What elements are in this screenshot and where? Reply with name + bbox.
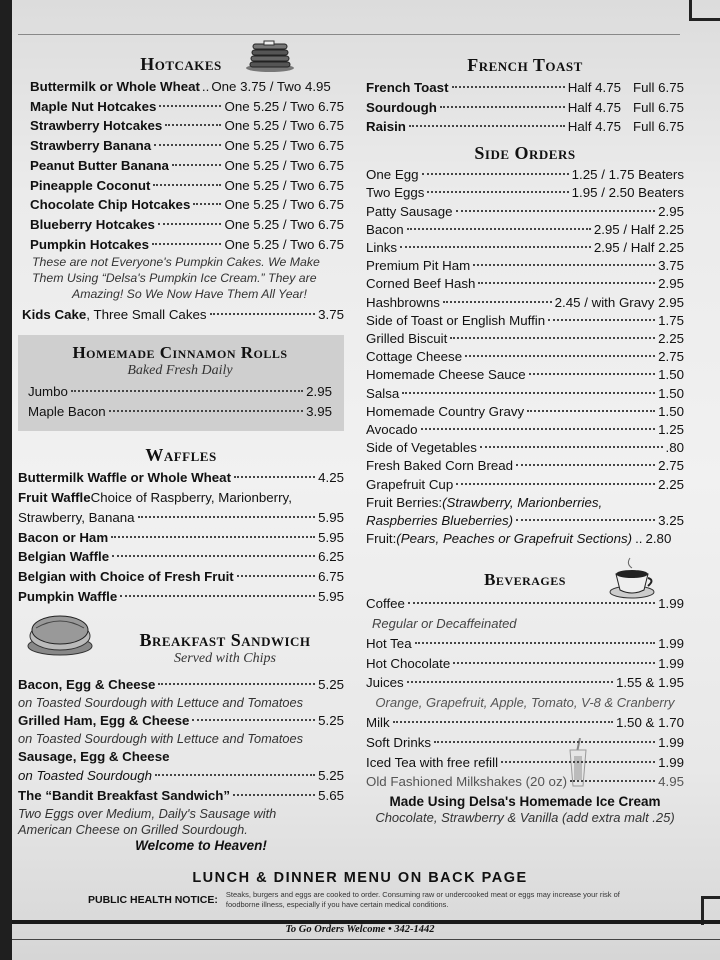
menu-item: Corned Beef Hash 2.95 xyxy=(366,276,684,292)
french-toast-list xyxy=(366,78,684,137)
menu-item: Grilled Ham, Egg & Cheese 5.25 xyxy=(18,713,344,729)
menu-item: One Egg 1.25 / 1.75 Beaters xyxy=(366,167,684,183)
menu-item: Iced Tea with free refill 1.99 xyxy=(366,754,684,770)
notice-label: PUBLIC HEALTH NOTICE: xyxy=(88,894,218,906)
side-orders-title: Side Orders xyxy=(474,143,576,164)
menu-item: Grapefruit Cup 2.25 xyxy=(366,476,684,492)
side-orders-list xyxy=(366,166,684,548)
beverages-title: Beverages xyxy=(484,570,566,590)
menu-item: Cottage Cheese 2.75 xyxy=(366,349,684,365)
ice-cream-title: Made Using Delsa's Homemade Ice Cream xyxy=(389,794,661,809)
cinnamon-title: Homemade Cinnamon Rolls xyxy=(72,343,288,363)
menu-item: The “Bandit Breakfast Sandwich” 5.65 xyxy=(18,788,344,804)
menu-item: Fruit Berries: (Strawberry, Marionberries, xyxy=(366,494,603,510)
menu-item: Homemade Cheese Sauce 1.50 xyxy=(366,367,684,383)
hotcakes-list xyxy=(18,77,344,302)
menu-item: Side of Vegetables .80 xyxy=(366,440,684,456)
menu-item: Peanut Butter Banana One 5.25 / Two 6.75 xyxy=(30,157,344,173)
cinnamon-subtitle: Baked Fresh Daily xyxy=(127,363,233,379)
beverages-list xyxy=(366,594,684,826)
top-rule xyxy=(18,34,680,35)
menu-item: Maple Bacon 3.95 xyxy=(28,403,332,419)
cinnamon-rolls-box xyxy=(18,335,344,431)
menu-item: Blueberry Hotcakes One 5.25 / Two 6.75 xyxy=(30,216,344,232)
menu-item: Links 2.95 / Half 2.25 xyxy=(366,239,684,255)
menu-item: Juices 1.55 & 1.95 xyxy=(366,675,684,691)
right-column xyxy=(366,52,684,826)
menu-item: Side of Toast or English Muffin 1.75 xyxy=(366,312,684,328)
menu-item: Jumbo 2.95 xyxy=(28,384,332,400)
menu-item: Buttermilk Waffle or Whole Wheat 4.25 xyxy=(18,470,344,486)
menu-item: Sausage, Egg & Cheese xyxy=(18,748,170,764)
menu-item: Maple Nut Hotcakes One 5.25 / Two 6.75 xyxy=(30,98,344,114)
menu-item: Avocado 1.25 xyxy=(366,421,684,437)
ice-cream-desc: Chocolate, Strawberry & Vanilla (add extra malt .25) xyxy=(375,810,675,825)
bandit-desc-2: American Cheese on Grilled Sourdough. xyxy=(18,821,248,837)
menu-item-cont: Raspberries Blueberries) 3.25 xyxy=(366,512,684,528)
menu-item: Homemade Country Gravy 1.50 xyxy=(366,403,684,419)
sandwich-subtitle: Served with Chips xyxy=(174,651,276,667)
corner-border xyxy=(689,0,720,21)
menu-item: Bacon, Egg & Cheese 5.25 xyxy=(18,677,344,693)
waffles-title: Waffles xyxy=(145,445,217,466)
menu-item-desc: on Toasted Sourdough with Lettuce and Tomatoes xyxy=(18,730,304,746)
to-go-orders: To Go Orders Welcome • 342-1442 xyxy=(285,924,435,935)
menu-item: Milk 1.50 & 1.70 xyxy=(366,715,684,731)
sandwich-title: Breakfast Sandwich xyxy=(139,630,311,651)
french-toast-title: French Toast xyxy=(467,55,583,75)
lunch-dinner-note: LUNCH & DINNER MENU ON BACK PAGE xyxy=(192,870,528,886)
left-column xyxy=(18,44,344,853)
bottom-rule-thin xyxy=(12,939,720,940)
menu-item-desc: on Toasted Sourdough with Lettuce and Tomatoes xyxy=(18,695,304,711)
coffee-note: Regular or Decaffeinated xyxy=(372,616,517,632)
menu-item: Hashbrowns 2.45 / with Gravy 2.95 xyxy=(366,294,684,310)
kids-cake-item: Kids Cake , Three Small Cakes 3.75 xyxy=(22,307,344,323)
menu-item: Raisin Half 4.75 Full 6.75 xyxy=(366,119,684,135)
waffles-list xyxy=(18,468,344,606)
menu-item: Two Eggs 1.95 / 2.50 Beaters xyxy=(366,185,684,201)
menu-item: Bacon or Ham 5.95 xyxy=(18,529,344,545)
bandit-desc-1: Two Eggs over Medium, Daily's Sausage with xyxy=(18,805,277,821)
menu-item: Strawberry Banana One 5.25 / Two 6.75 xyxy=(30,138,344,154)
juice-note: Orange, Grapefruit, Apple, Tomato, V-8 & Cranberry xyxy=(375,695,675,711)
pumpkin-note: These are not Everyone's Pumpkin Cakes. We Make Them Using “Delsa's Pumpkin Ice Cream.” They are Amazing! So We Now Have Them All Year! xyxy=(32,255,320,302)
menu-item: Fruit: (Pears, Peaches or Grapefruit Sections) .. 2.80 xyxy=(366,531,672,547)
menu-item: Hot Chocolate 1.99 xyxy=(366,655,684,671)
menu-item: Grilled Biscuit 2.25 xyxy=(366,330,684,346)
menu-item: Chocolate Chip Hotcakes One 5.25 / Two 6.75 xyxy=(30,197,344,213)
menu-item: Patty Sausage 2.95 xyxy=(366,203,684,219)
bandit-tagline: Welcome to Heaven! xyxy=(135,837,267,853)
menu-item: Old Fashioned Milkshakes (20 oz) 4.95 xyxy=(366,774,684,790)
menu-item: Bacon 2.95 / Half 2.25 xyxy=(366,221,684,237)
menu-item: French Toast Half 4.75 Full 6.75 xyxy=(366,80,684,95)
menu-item: Coffee 1.99 xyxy=(366,596,684,612)
menu-item: Premium Pit Ham 3.75 xyxy=(366,258,684,274)
menu-item-cont: Strawberry, Banana 5.95 xyxy=(18,509,344,525)
menu-item: Belgian with Choice of Fresh Fruit 6.75 xyxy=(18,568,344,584)
menu-item: Pumpkin Waffle 5.95 xyxy=(18,588,344,604)
menu-item: Pineapple Coconut One 5.25 / Two 6.75 xyxy=(30,177,344,193)
hotcakes-title: Hotcakes xyxy=(140,54,222,74)
notice-text: Steaks, burgers and eggs are cooked to order. Consuming raw or undercooked meat or eggs may increase your risk of foodborne illness, especially if you have certain medical conditions. xyxy=(225,890,620,909)
menu-item-cont: on Toasted Sourdough 5.25 xyxy=(18,768,344,784)
page-edge xyxy=(0,0,12,960)
sandwich-list xyxy=(18,675,344,853)
menu-item: Sourdough Half 4.75 Full 6.75 xyxy=(366,99,684,115)
menu-item: Strawberry Hotcakes One 5.25 / Two 6.75 xyxy=(30,118,344,134)
menu-item: Buttermilk or Whole Wheat .. One 3.75 / Two 4.95 xyxy=(30,79,331,94)
menu-item: Pumpkin Hotcakes One 5.25 / Two 6.75 xyxy=(30,236,344,252)
menu-item: Salsa 1.50 xyxy=(366,385,684,401)
menu-item: Fresh Baked Corn Bread 2.75 xyxy=(366,458,684,474)
public-health-notice xyxy=(88,890,626,910)
menu-item: Belgian Waffle 6.25 xyxy=(18,549,344,565)
menu-item: Soft Drinks 1.99 xyxy=(366,734,684,750)
sandwich-heading xyxy=(106,630,344,667)
menu-item: Hot Tea 1.99 xyxy=(366,636,684,652)
menu-item: Fruit Waffle Choice of Raspberry, Marionberry, xyxy=(18,490,292,506)
